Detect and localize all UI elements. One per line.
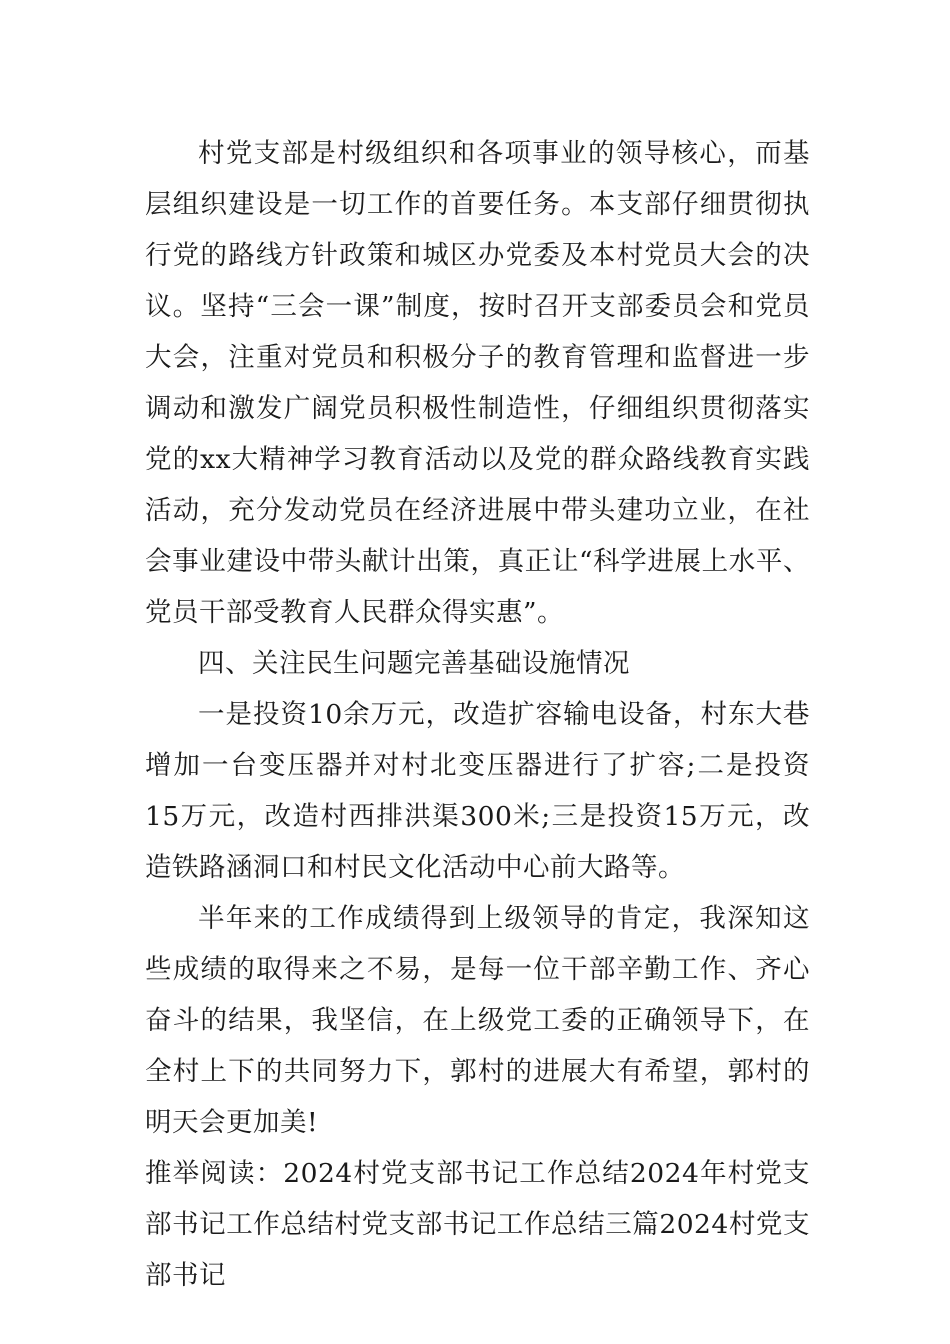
body-paragraph: 一是投资10余万元，改造扩容输电设备，村东大巷增加一台变压器并对村北变压器进行了扩容;二是投资15万元，改造村西排洪渠300米;三是投资15万元，改造铁路涵洞口和村民文化活动中心前大路等。 <box>145 699 810 883</box>
body-paragraph: 半年来的工作成绩得到上级领导的肯定，我深知这些成绩的取得来之不易，是每一位干部辛勤工作、齐心奋斗的结果，我坚信，在上级党工委的正确领导下，在全村上下的共同努力下，郭村的进展大有希望，郭村的明天会更加美! <box>145 903 810 1138</box>
document-body <box>145 128 810 1301</box>
section-heading: 四、关注民生问题完善基础设施情况 <box>198 648 630 679</box>
recommended-reading: 推举阅读：2024村党支部书记工作总结2024年村党支部书记工作总结村党支部书记工作总结三篇2024村党支部书记 <box>145 1158 810 1291</box>
body-paragraph: 村党支部是村级组织和各项事业的领导核心，而基层组织建设是一切工作的首要任务。本支部仔细贯彻执行党的路线方针政策和城区办党委及本村党员大会的决议。坚持“三会一课”制度，按时召开支部委员会和党员大会，注重对党员和积极分子的教育管理和监督进一步调动和激发广阔党员积极性制造性，仔细组织贯彻落实党的xx大精神学习教育活动以及党的群众路线教育实践活动，充分发动党员在经济进展中带头建功立业，在社会事业建设中带头献计出策，真正让“科学进展上水平、党员干部受教育人民群众得实惠”。 <box>145 138 810 628</box>
